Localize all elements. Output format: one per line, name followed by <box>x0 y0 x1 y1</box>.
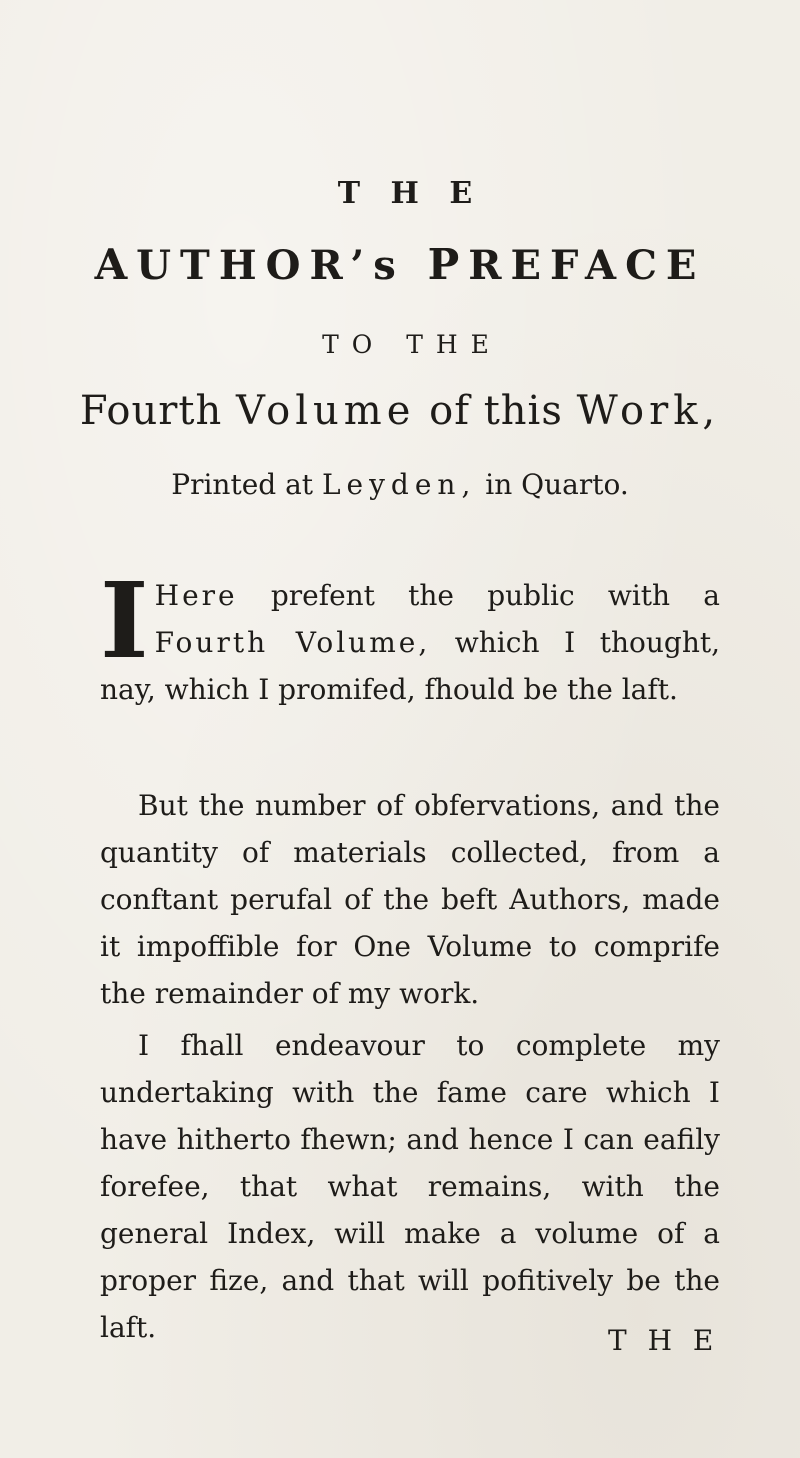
drop-cap: I <box>100 559 149 682</box>
title-of-this: of this <box>429 388 563 434</box>
paragraph-1-here: Here <box>154 579 238 612</box>
paragraph-1-fourth-volume: Fourth Volume, <box>154 626 431 659</box>
title-to-the: TO THE <box>322 330 502 359</box>
title-fourth: Fourth <box>79 388 223 434</box>
title-authors-rest: UTHOR <box>136 242 351 289</box>
title-work: Work, <box>576 388 721 434</box>
title-cap-a: A <box>94 240 137 289</box>
title-fourth-volume <box>0 388 800 434</box>
catchword: T H E <box>608 1324 720 1357</box>
imprint-in-quarto: in Quarto. <box>485 468 629 501</box>
paragraph-1-text-a: prefent the public with a <box>237 579 720 612</box>
imprint-line <box>0 468 800 501</box>
title-preface-rest: REFACE <box>468 242 706 289</box>
title-volume: Volume <box>235 388 416 434</box>
title-cap-p: P <box>427 240 469 289</box>
title-the: T H E <box>337 176 483 211</box>
paragraph-3: I fhall endeavour to complete my undertaking with the fame care which I have hitherto fhewn; and hence I can eafily forefee, that what remains, with the general Index, will make a volume of a proper fize, and that will pofitively be the laft. <box>100 1029 720 1344</box>
title-authors-preface <box>0 240 800 289</box>
title-apostrophe-s: ’s <box>350 242 405 289</box>
imprint-printed-at: Printed at <box>171 468 314 501</box>
paragraph-2: But the number of obfervations, and the quantity of materials collected, from a conftant perufal of the beft Authors, made it impoffible for One Volume to comprife the remainder of my work. <box>100 789 720 1010</box>
paragraph-1-text-b: which I thought, nay, which I promifed, fhould be the laft. <box>100 626 720 706</box>
imprint-leyden: Leyden, <box>321 468 477 501</box>
paragraph-1 <box>100 559 720 713</box>
